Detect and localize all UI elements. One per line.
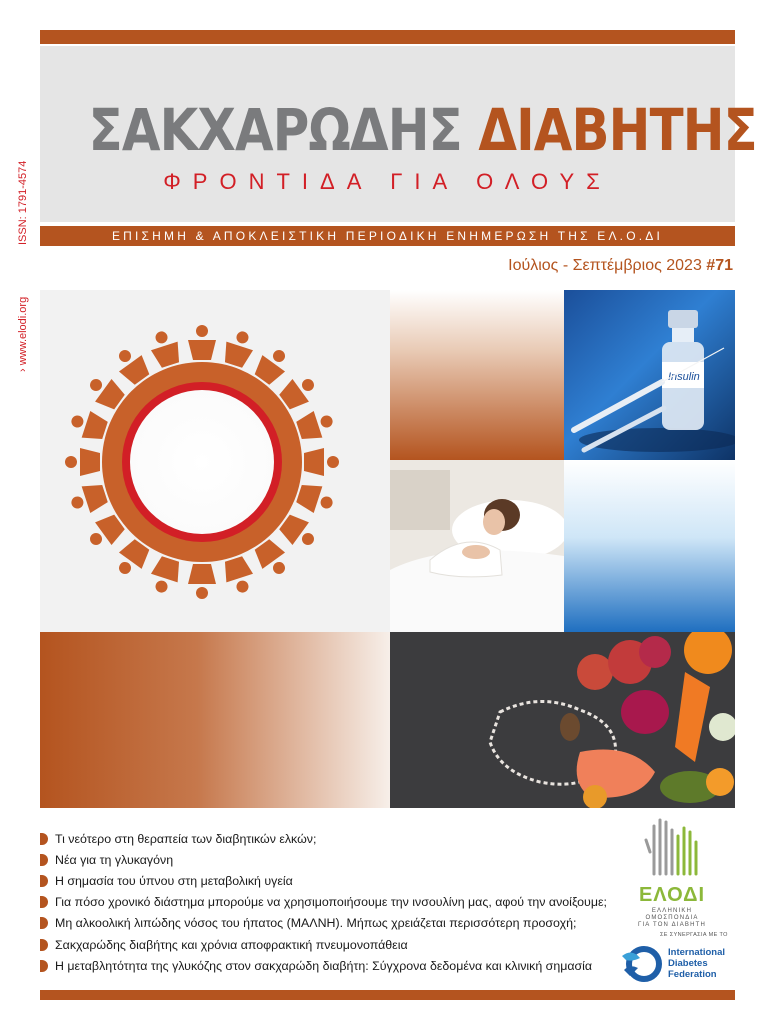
brown-gradient-panel [390,290,564,460]
bullet-icon [40,939,48,951]
bottom-color-bar [40,990,735,1000]
sleeping-woman-photo [390,460,564,632]
elodi-hands-icon [632,812,712,882]
idf-bird-icon [618,940,664,986]
person-figure-icon [146,555,183,597]
title-part2: ΔΙΑΒΗΤΗΣ [478,96,757,164]
magazine-subtitle: ΦΡΟΝΤΙΔΑ ΓΙΑ ΟΛΟΥΣ [163,169,612,194]
person-figure-icon [67,480,109,517]
idf-partnership-note: ΣΕ ΣΥΝΕΡΓΑΣΙΑ ΜΕ ΤΟ [660,932,728,938]
elodi-tagline: ΕΛΛΗΝΙΚΗ ΟΜΟΣΠΟΝΔΙΑ ΓΙΑ ΤΟΝ ΔΙΑΒΗΤΗ [637,908,707,928]
bullet-icon [40,896,48,908]
top-color-bar [40,30,735,44]
list-item[interactable]: Νέα για τη γλυκαγόνη [40,849,615,870]
list-item[interactable]: Σακχαρώδης διαβήτης και χρόνια αποφρακτική πνευμονοπάθεια [40,934,615,955]
person-figure-icon [295,406,337,443]
list-item[interactable]: Μη αλκοολική λιπώδης νόσος του ήπατος (ΜΑΛΝΗ). Μήπως χρειάζεται περισσότερη προσοχή; [40,913,615,934]
list-item[interactable]: Για πόσο χρονικό διάστημα μπορούμε να χρησιμοποιήσουμε την ινσουλίνη μας, αφού την ανοίξουμε; [40,892,615,913]
magazine-title [88,96,757,164]
idf-name: International Diabetes Federation [668,947,726,980]
contents-list [40,828,615,976]
people-circle-icon [40,290,390,632]
insulin-label: Insulin [668,371,700,383]
person-figure-icon [220,327,257,369]
elodi-logo [632,812,712,932]
masthead [40,46,757,222]
healthy-food-liver-photo [390,632,735,808]
official-publication-strip: ΕΠΙΣΗΜΗ & ΑΠΟΚΛΕΙΣΤΙΚΗ ΠΕΡΙΟΔΙΚΗ ΕΝΗΜΕΡΩΣΗ ΤΗΣ ΕΛ.Ο.ΔΙ [40,226,735,246]
person-figure-icon [304,448,339,476]
person-figure-icon [146,327,183,369]
issue-info [508,257,733,275]
list-item[interactable]: Η σημασία του ύπνου στη μεταβολική υγεία [40,870,615,891]
person-figure-icon [220,555,257,597]
issn-label: ISSN: 1791-4574 [17,160,29,245]
brown-gradient-banner [40,632,390,808]
people-circle-illustration [40,290,390,632]
list-item[interactable]: Τι νεότερο στη θεραπεία των διαβητικών ελκών; [40,828,615,849]
person-figure-icon [65,448,100,476]
person-figure-icon [188,325,216,360]
issue-number: #71 [706,257,733,274]
elodi-name: ΕΛΟΔΙ [638,884,706,906]
person-figure-icon [188,564,216,599]
issue-period: Ιούλιος - Σεπτέμβριος 2023 [508,257,702,274]
website-link[interactable]: › www.elodi.org [17,296,29,372]
bullet-icon [40,917,48,929]
bullet-icon [40,960,48,972]
person-figure-icon [67,406,109,443]
bullet-icon [40,875,48,887]
title-part1: ΣΑΚΧΑΡΩΔΗΣ [88,96,462,164]
person-figure-icon [295,480,337,517]
list-item[interactable]: Η μεταβλητότητα της γλυκόζης στον σακχαρώδη διαβήτη: Σύγχρονα δεδομένα και κλινική σημασία [40,955,615,976]
insulin-vial-photo [564,290,735,460]
bullet-icon [40,833,48,845]
bullet-icon [40,854,48,866]
blue-gradient-panel [564,460,735,632]
